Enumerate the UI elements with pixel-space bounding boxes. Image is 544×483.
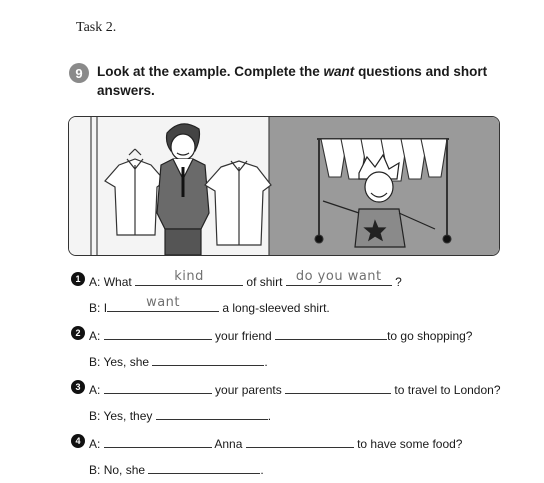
- instruction-emphasis: want: [323, 64, 355, 79]
- speaker-label: A:: [89, 329, 101, 343]
- answer-blank[interactable]: [148, 460, 260, 474]
- question-4-a: [89, 434, 462, 451]
- answer-text: .: [267, 409, 272, 423]
- question-text: to go shopping?: [387, 329, 473, 343]
- question-text: ?: [395, 275, 402, 289]
- answer-text: a long-sleeved shirt.: [222, 301, 330, 315]
- question-3-b: [89, 406, 271, 423]
- question-text: your parents: [215, 383, 282, 397]
- answer-blank[interactable]: [104, 434, 212, 448]
- question-3-a: [89, 380, 501, 397]
- question-number-3: 3: [71, 380, 85, 394]
- question-number-1: 1: [71, 272, 85, 286]
- speaker-label: B:: [89, 301, 101, 315]
- question-text: Anna: [214, 437, 243, 451]
- answer-blank[interactable]: [104, 326, 212, 340]
- handwritten-answer: do you want: [295, 269, 382, 284]
- shop-illustration: [68, 116, 500, 256]
- answer-text: Yes, she: [103, 355, 150, 369]
- question-text: What: [103, 275, 132, 289]
- answer-blank[interactable]: [104, 380, 212, 394]
- answer-text: No, she: [103, 463, 146, 477]
- answer-blank[interactable]: [285, 380, 391, 394]
- answer-blank[interactable]: [156, 406, 268, 420]
- answer-blank[interactable]: [135, 269, 243, 286]
- shop-illustration-drawing: [69, 117, 499, 255]
- handwritten-answer: kind: [174, 269, 204, 284]
- answer-text: .: [264, 355, 268, 369]
- speaker-label: A:: [89, 383, 101, 397]
- question-text: of shirt: [246, 275, 283, 289]
- question-1-b: [89, 295, 330, 315]
- answer-text: .: [260, 463, 264, 477]
- answer-blank[interactable]: [286, 269, 392, 286]
- answer-blank[interactable]: [246, 434, 354, 448]
- question-text: to travel to London?: [394, 383, 501, 397]
- question-number-2: 2: [71, 326, 85, 340]
- question-text: your friend: [215, 329, 272, 343]
- exercise-number-badge: 9: [69, 63, 89, 83]
- exercise-instruction: [97, 62, 527, 100]
- question-1-a: [89, 269, 402, 289]
- instruction-text-end: questions and short answers.: [97, 64, 488, 98]
- speaker-label: B:: [89, 463, 101, 477]
- speaker-label: A:: [89, 275, 101, 289]
- answer-blank[interactable]: [152, 352, 264, 366]
- task-title: Task 2.: [76, 20, 117, 35]
- question-2-b: [89, 352, 268, 369]
- speaker-label: B:: [89, 409, 101, 423]
- answer-blank[interactable]: [275, 326, 387, 340]
- answer-text: I: [103, 301, 108, 315]
- speaker-label: B:: [89, 355, 101, 369]
- question-4-b: [89, 460, 264, 477]
- answer-blank[interactable]: [107, 295, 219, 312]
- speaker-label: A:: [89, 437, 101, 451]
- instruction-text-start: Look at the example. Complete the: [97, 64, 324, 79]
- answer-text: Yes, they: [103, 409, 153, 423]
- question-2-a: [89, 326, 472, 343]
- question-number-4: 4: [71, 434, 85, 448]
- question-text: to have some food?: [357, 437, 463, 451]
- handwritten-answer: want: [146, 295, 180, 310]
